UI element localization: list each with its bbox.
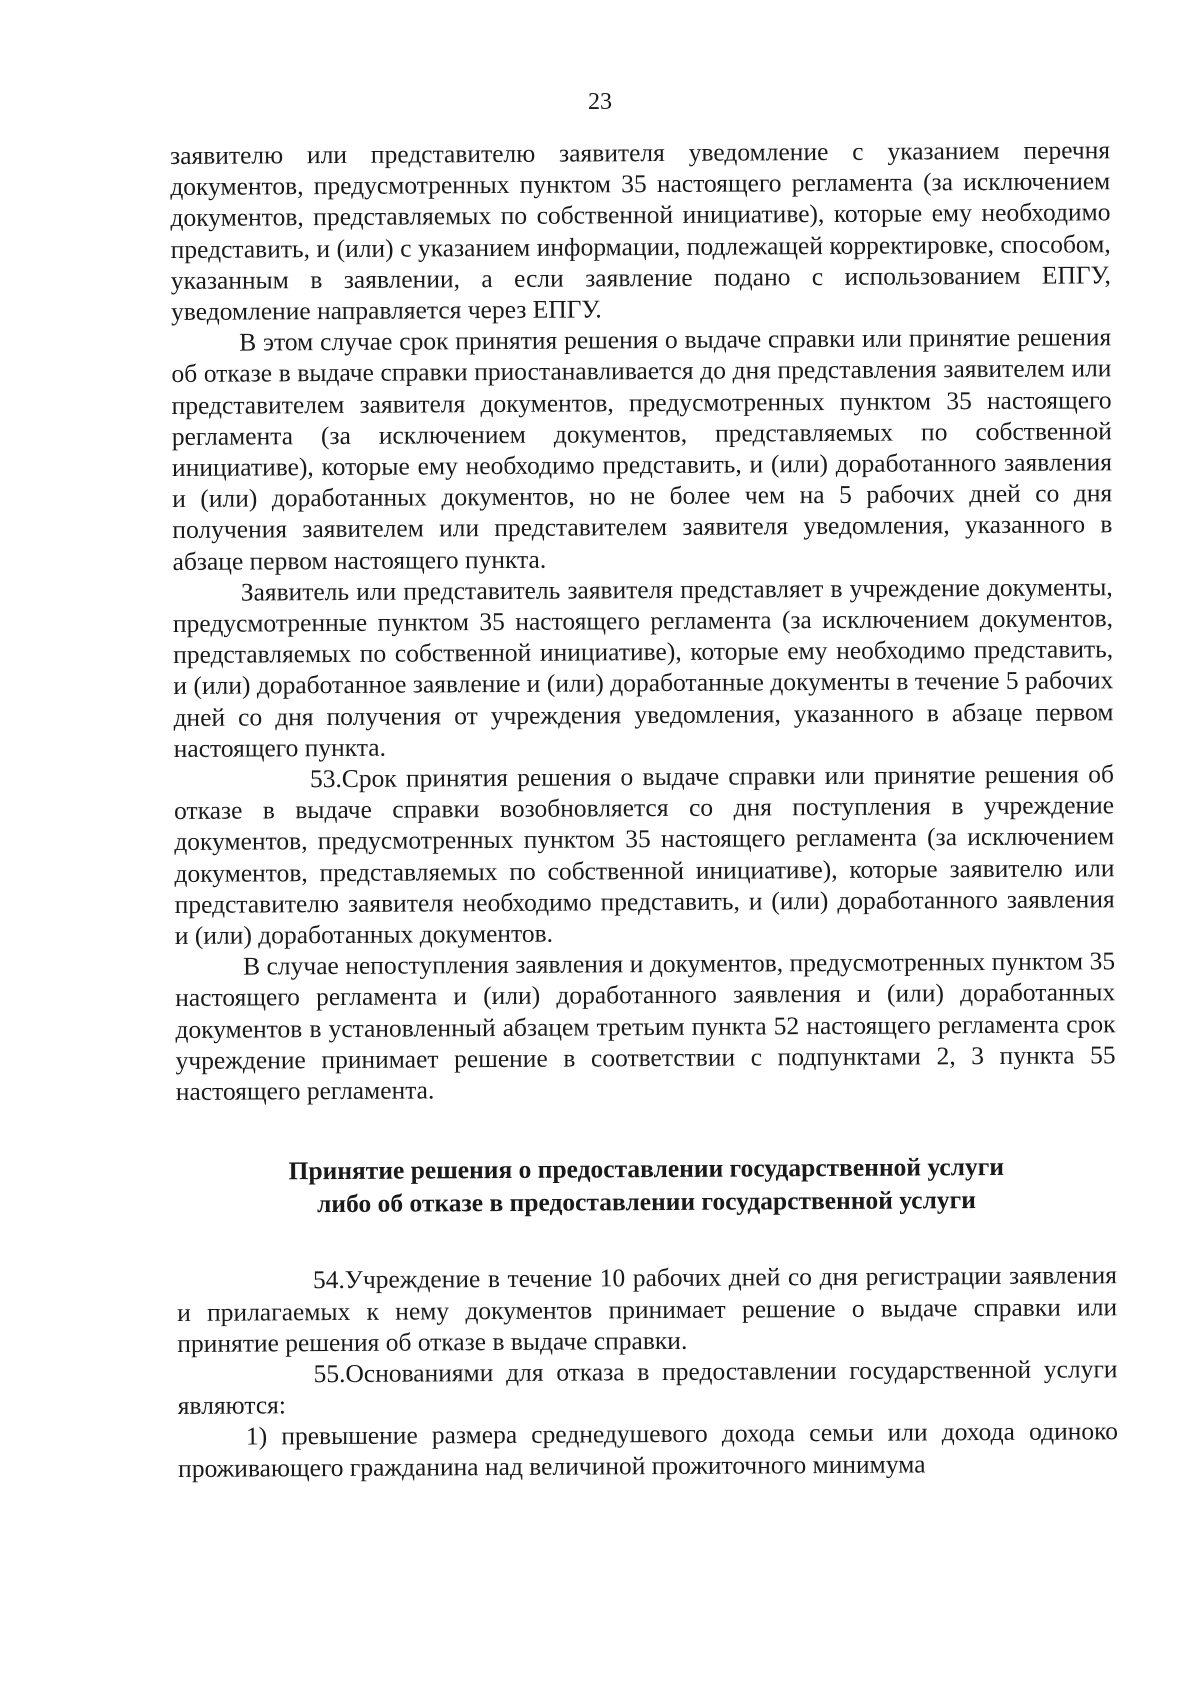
paragraph-non-receipt: В случае непоступления заявления и документов, предусмотренных пунктом 35 настоящего регламента и (или) доработанного заявления и (или) доработанных документов в установленный абзацем третьим пункта 52 настоящего регламента срок учреждение принимает решение в соответствии с подпунктами 2, 3 пункта 55 настоящего регламента. [175,946,1116,1107]
section-heading-line-1: Принятие решения о предоставлении государственной услуги [288,1152,1005,1186]
paragraph-number: 55. [313,1358,346,1389]
paragraph-53 [174,758,1115,951]
paragraph-continuation: заявителю или представителю заявителя уведомление с указанием перечня документов, предусмотренных пунктом 35 настоящего регламента (за исключением документов, представляемых по собственной инициативе), которые ему необходимо представить, и (или) с указанием информации, подлежащей корректировке, способом, указанным в заявлении, а если заявление подано с использованием ЕПГУ, уведомление направляется через ЕПГУ. [170,135,1111,327]
paragraph-55 [177,1353,1117,1421]
paragraph-number: 54. [312,1265,345,1295]
section-heading [176,1150,1116,1222]
paragraph-text: Срок принятия решения о выдаче справки или принятие решения об отказе в выдаче справки возобновляется со дня поступления в учреждение документов, предусмотренных пунктом 35 настоящего регламента (за исключением документов, представляемых по собственной инициативе), которые заявителю или представителю заявителя необходимо представить, и (или) доработанного заявления и (или) доработанных документов. [174,759,1115,951]
paragraph-number: 53. [309,764,342,794]
paragraph-suspension-term: В этом случае срок принятия решения о выдаче справки или принятие решения об отказе в выдаче справки приостанавливается до дня представления заявителем или представителем заявителя документов, предусмотренных пунктом 35 настоящего регламента (за исключением документов, представляемых по собственной инициативе), которые ему необходимо представить, и (или) доработанного заявления и (или) доработанных документов, но не более чем на 5 рабочих дней со дня получения заявителем или представителем заявителя уведомления, указанного в абзаце первом настоящего пункта. [171,322,1113,576]
paragraph-text: Учреждение в течение 10 рабочих дней со дня регистрации заявления и прилагаемых к нему документов принимает решение о выдаче справки или принятие решения об отказе в выдаче справки. [177,1260,1118,1358]
section-heading-line-2: либо об отказе в предоставлении государственной услуги [316,1185,976,1219]
paragraph-applicant-submits: Заявитель или представитель заявителя представляет в учреждение документы, предусмотренные пунктом 35 настоящего регламента (за исключением документов, представляемых по собственной инициативе), которые ему необходимо представить, и (или) доработанное заявление и (или) доработанные документы в течение 5 рабочих дней со дня получения от учреждения уведомления, указанного в абзаце первом настоящего пункта. [172,572,1114,763]
paragraph-54 [177,1260,1118,1359]
paragraph-text: Основаниями для отказа в предоставлении государственной услуги являются: [177,1354,1118,1421]
paragraph-subitem-1: 1) превышение размера среднедушевого дохода семьи или дохода одиноко проживающего гражданина над величиной прожиточного минимума [178,1416,1118,1483]
page-number: 23 [588,89,612,115]
document-body [170,134,1118,1483]
